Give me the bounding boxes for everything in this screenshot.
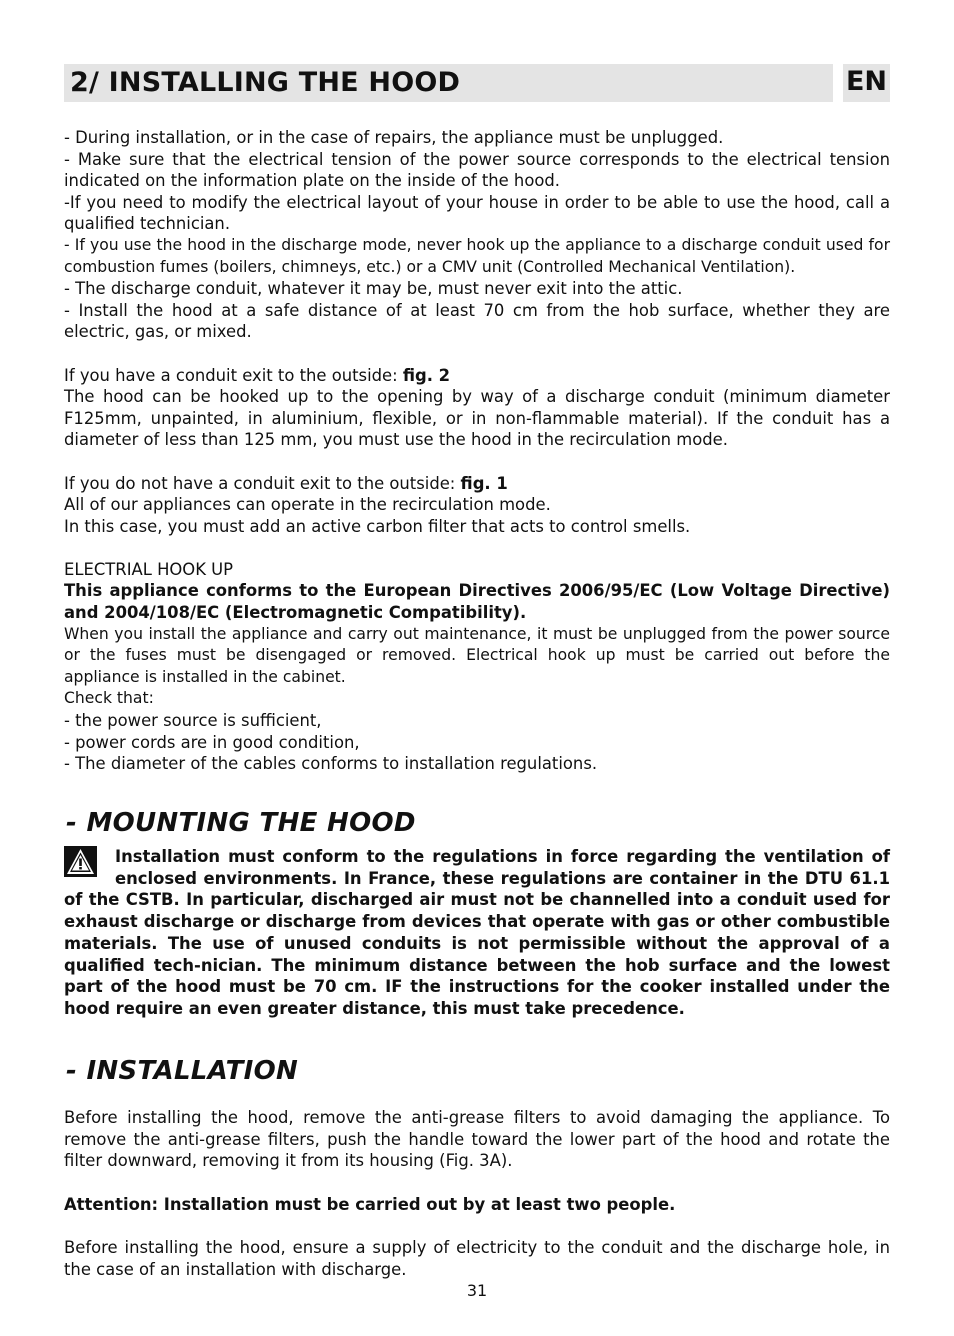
check-item: - the power source is sufficient, <box>64 711 322 731</box>
installation-title: - INSTALLATION <box>66 1056 299 1086</box>
attention-note: Attention: Installation must be carried out by at least two people. <box>64 1194 676 1214</box>
language-label: EN <box>845 66 888 97</box>
electrical-body: When you install the appliance and carry out maintenance, it must be unplugged from the power source or the fuses must be disengaged or removed. Electrical hook up must be carried out before the appliance is installed in the cabinet. <box>64 624 890 686</box>
intro-line: - Install the hood at a safe distance of at least 70 cm from the hob surface, whether they are electric, gas, or mixed. <box>64 300 890 342</box>
mounting-warning <box>64 846 890 1020</box>
warning-icon <box>64 846 97 877</box>
check-lead: Check that: <box>64 689 154 708</box>
check-item: - The diameter of the cables conforms to installation regulations. <box>64 754 598 774</box>
fig-reference: fig. 1 <box>460 473 508 493</box>
intro-line: -If you need to modify the electrical layout of your house in order to be able to use the hood, call a qualified technician. <box>64 192 890 234</box>
intro-line: - If you use the hood in the discharge mode, never hook up the appliance to a discharge conduit used for combustion fumes (boilers, chimneys, etc.) or a CMV unit (Controlled Mechanical Ventilation). <box>64 235 890 276</box>
page-number: 31 <box>466 1281 488 1300</box>
conduit-exit-body: The hood can be hooked up to the opening by way of a discharge conduit (minimum diameter F125mm, unpainted, in aluminium, flexible, or in non-flammable material). If the conduit has a diameter of less than 125 mm, you must use the hood in the recirculation mode. <box>64 387 890 450</box>
intro-line: - Make sure that the electrical tension of the power source corresponds to the electrical tension indicated on the information plate on the inside of the hood. <box>64 149 890 191</box>
electrical-heading: ELECTRIAL HOOK UP <box>64 559 234 579</box>
installation-paragraph: Before installing the hood, ensure a supply of electricity to the conduit and the discharge hole, in the case of an installation with discharge. <box>64 1238 890 1279</box>
intro-line: - During installation, or in the case of repairs, the appliance must be unplugged. <box>64 128 724 147</box>
language-badge <box>843 64 890 102</box>
mounting-title: - MOUNTING THE HOOD <box>66 808 416 838</box>
installation-paragraph: Before installing the hood, remove the anti-grease filters to avoid damaging the appliance. To remove the anti-grease filters, push the handle toward the lower part of the hood and rotate the filter downward, removing it from its housing (Fig. 3A). <box>64 1108 890 1171</box>
no-conduit-line: All of our appliances can operate in the recirculation mode. <box>64 495 551 515</box>
directive-statement: This appliance conforms to the European Directives 2006/95/EC (Low Voltage Directive) and 2004/108/EC (Electromagnetic Compatibility). <box>64 581 890 623</box>
section-header <box>64 64 833 102</box>
no-conduit-line: In this case, you must add an active carbon filter that acts to control smells. <box>64 516 691 536</box>
fig-reference: fig. 2 <box>402 365 451 385</box>
warning-text: Installation must conform to the regulations in force regarding the ventilation of enclosed environments. In France, these regulations are container in the DTU 61.1 of the CSTB. In particular, discharged air must not be channelled into a conduit used for exhaust discharge or discharge from devices that operate with gas or other combustible materials. The use of unused conduits is not permissible without the approval of a qualified tech-nician. The minimum distance between the hob surface and the lowest part of the hood must be 70 cm. IF the instructions for the cooker installed under the hood require an even greater distance, this must take precedence. <box>64 847 890 1018</box>
page-title: 2/ INSTALLING THE HOOD <box>70 67 461 98</box>
installation-content <box>64 1107 890 1280</box>
no-conduit-exit-lead: If you do not have a conduit exit to the outside: fig. 1 <box>64 473 508 493</box>
intro-line: - The discharge conduit, whatever it may be, must never exit into the attic. <box>64 279 683 299</box>
main-content <box>64 127 890 775</box>
conduit-exit-lead: If you have a conduit exit to the outside: fig. 2 <box>64 365 451 385</box>
check-item: - power cords are in good condition, <box>64 732 360 752</box>
